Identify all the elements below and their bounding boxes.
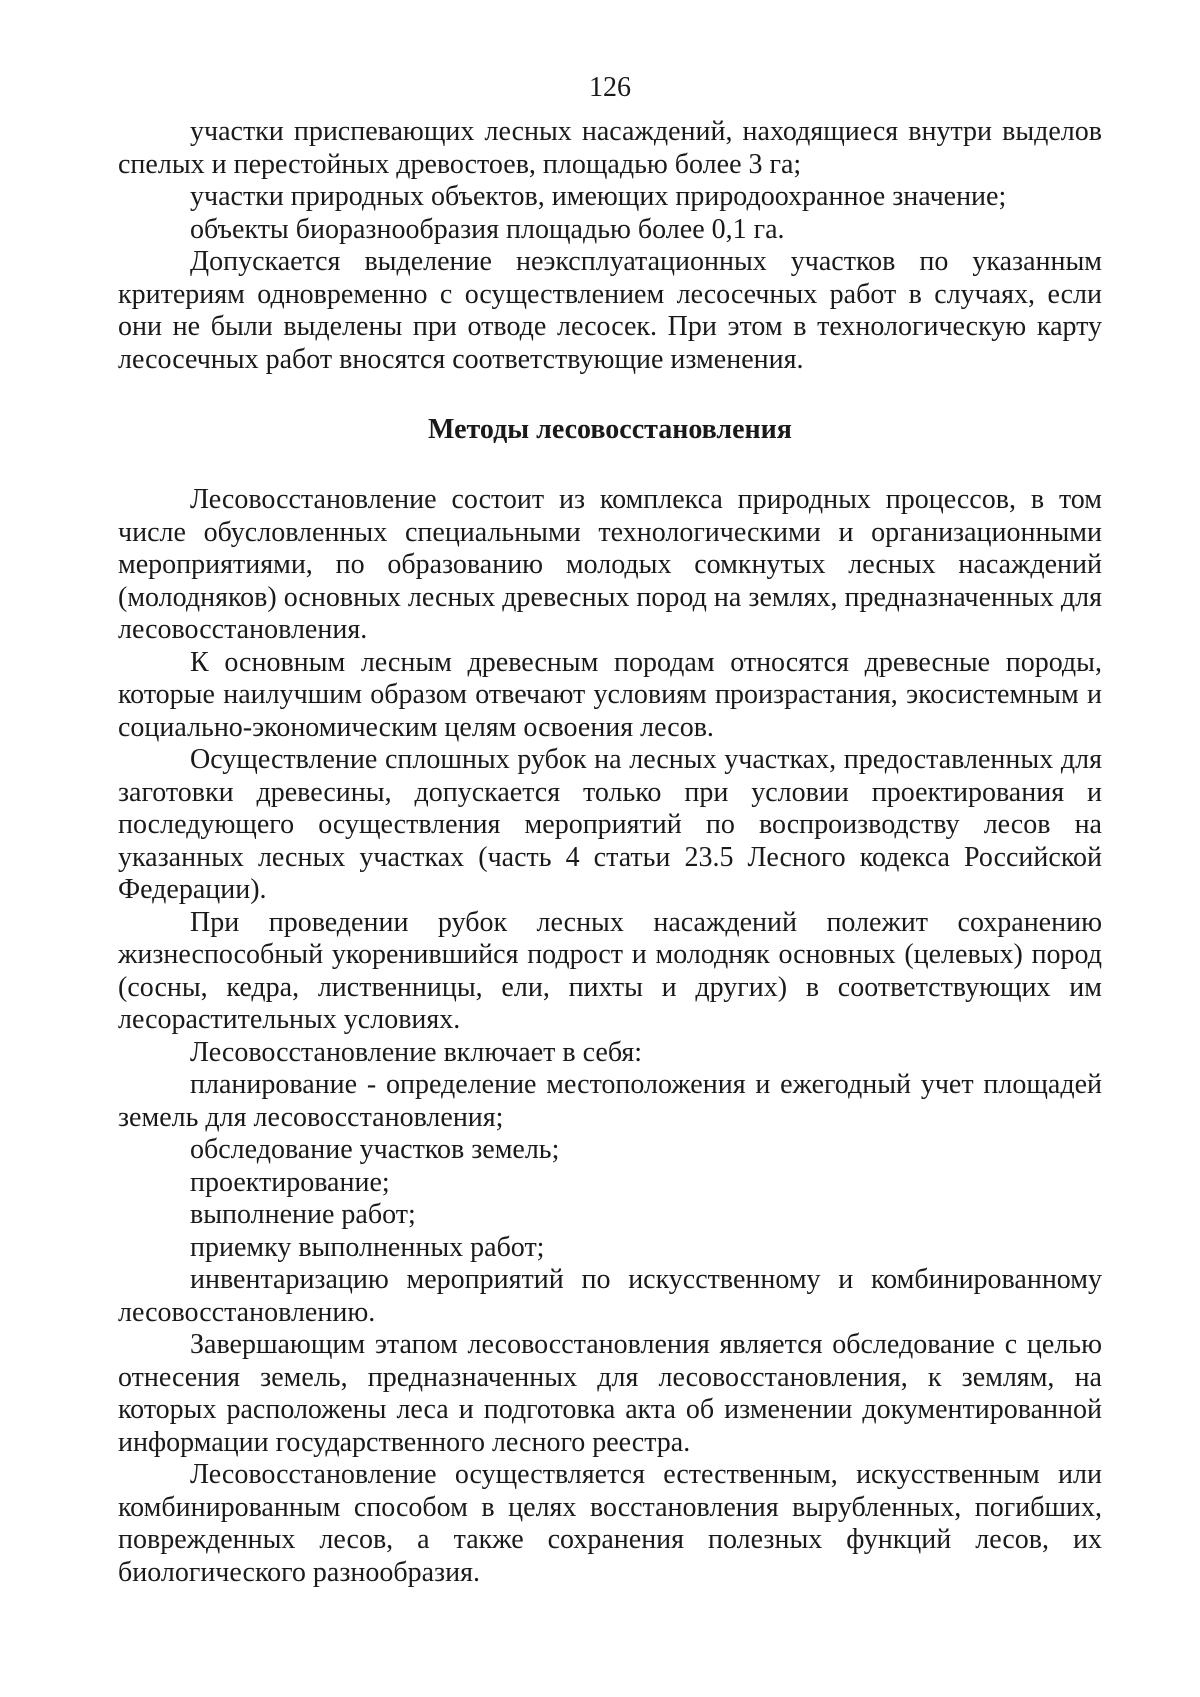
document-body — [118, 116, 1102, 1589]
page-number: 126 — [589, 72, 631, 103]
paragraph: Лесовосстановление включает в себя: — [190, 1036, 643, 1068]
paragraph: Завершающим этапом лесовосстановления является обследование с целью отнесения земель, предназначенных для лесовосстановления, к землям, на которых расположены леса и подготовка акта об изменении документированной информации государственного лесного реестра. — [118, 1329, 1102, 1458]
list-item: проектирование; — [190, 1166, 390, 1198]
list-item: выполнение работ; — [190, 1199, 416, 1230]
paragraph: Осуществление сплошных рубок на лесных участках, предоставленных для заготовки древесины, допускается только при условии проектирования и последующего осуществления мероприятий по воспроизводству лесов на указанных лесных участках (часть 4 статьи 23.5 Лесного кодекса Российской Федерации). — [118, 744, 1102, 905]
paragraph: участки природных объектов, имеющих природоохранное значение; — [190, 181, 1007, 212]
paragraph: Допускается выделение неэксплуатационных участков по указанным критериям одновременно с осуществлением лесосечных работ в случаях, если они не были выделены при отводе лесосек. При этом в технологическую карту лесосечных работ вносятся соответствующие изменения. — [118, 246, 1102, 375]
paragraph: объекты биоразнообразия площадью более 0,1 га. — [190, 213, 785, 245]
list-item: инвентаризацию мероприятий по искусственному и комбинированному лесовосстановлению. — [118, 1264, 1102, 1328]
list-item: планирование - определение местоположения и ежегодный учет площадей земель для лесовосстановления; — [118, 1069, 1102, 1133]
section-heading: Методы лесовосстановления — [428, 414, 792, 445]
paragraph: При проведении рубок лесных насаждений полежит сохранению жизнеспособный укоренившийся подрост и молодняк основных (целевых) пород (сосны, кедра, лиственницы, ели, пихты и других) в соответствующих им лесорастительных условиях. — [118, 906, 1102, 1035]
list-item: приемку выполненных работ; — [190, 1231, 545, 1263]
paragraph: К основным лесным древесным породам относятся древесные породы, которые наилучшим образом отвечают условиям произрастания, экосистемным и социально-экономическим целям освоения лесов. — [118, 646, 1102, 743]
paragraph: Лесовосстановление состоит из комплекса природных процессов, в том числе обусловленных специальными технологическими и организационными мероприятиями, по образованию молодых сомкнутых лесных насаждений (молодняков) основных лесных древесных пород на землях, предназначенных для лесовосстановления. — [118, 484, 1102, 645]
paragraph: участки приспевающих лесных насаждений, находящиеся внутри выделов спелых и перестойных древостоев, площадью более 3 га; — [118, 116, 1102, 180]
list-item: обследование участков земель; — [190, 1134, 560, 1165]
paragraph: Лесовосстановление осуществляется естественным, искусственным или комбинированным способом в целях восстановления вырубленных, погибших, поврежденных лесов, а также сохранения полезных функций лесов, их биологического разнообразия. — [118, 1459, 1102, 1588]
